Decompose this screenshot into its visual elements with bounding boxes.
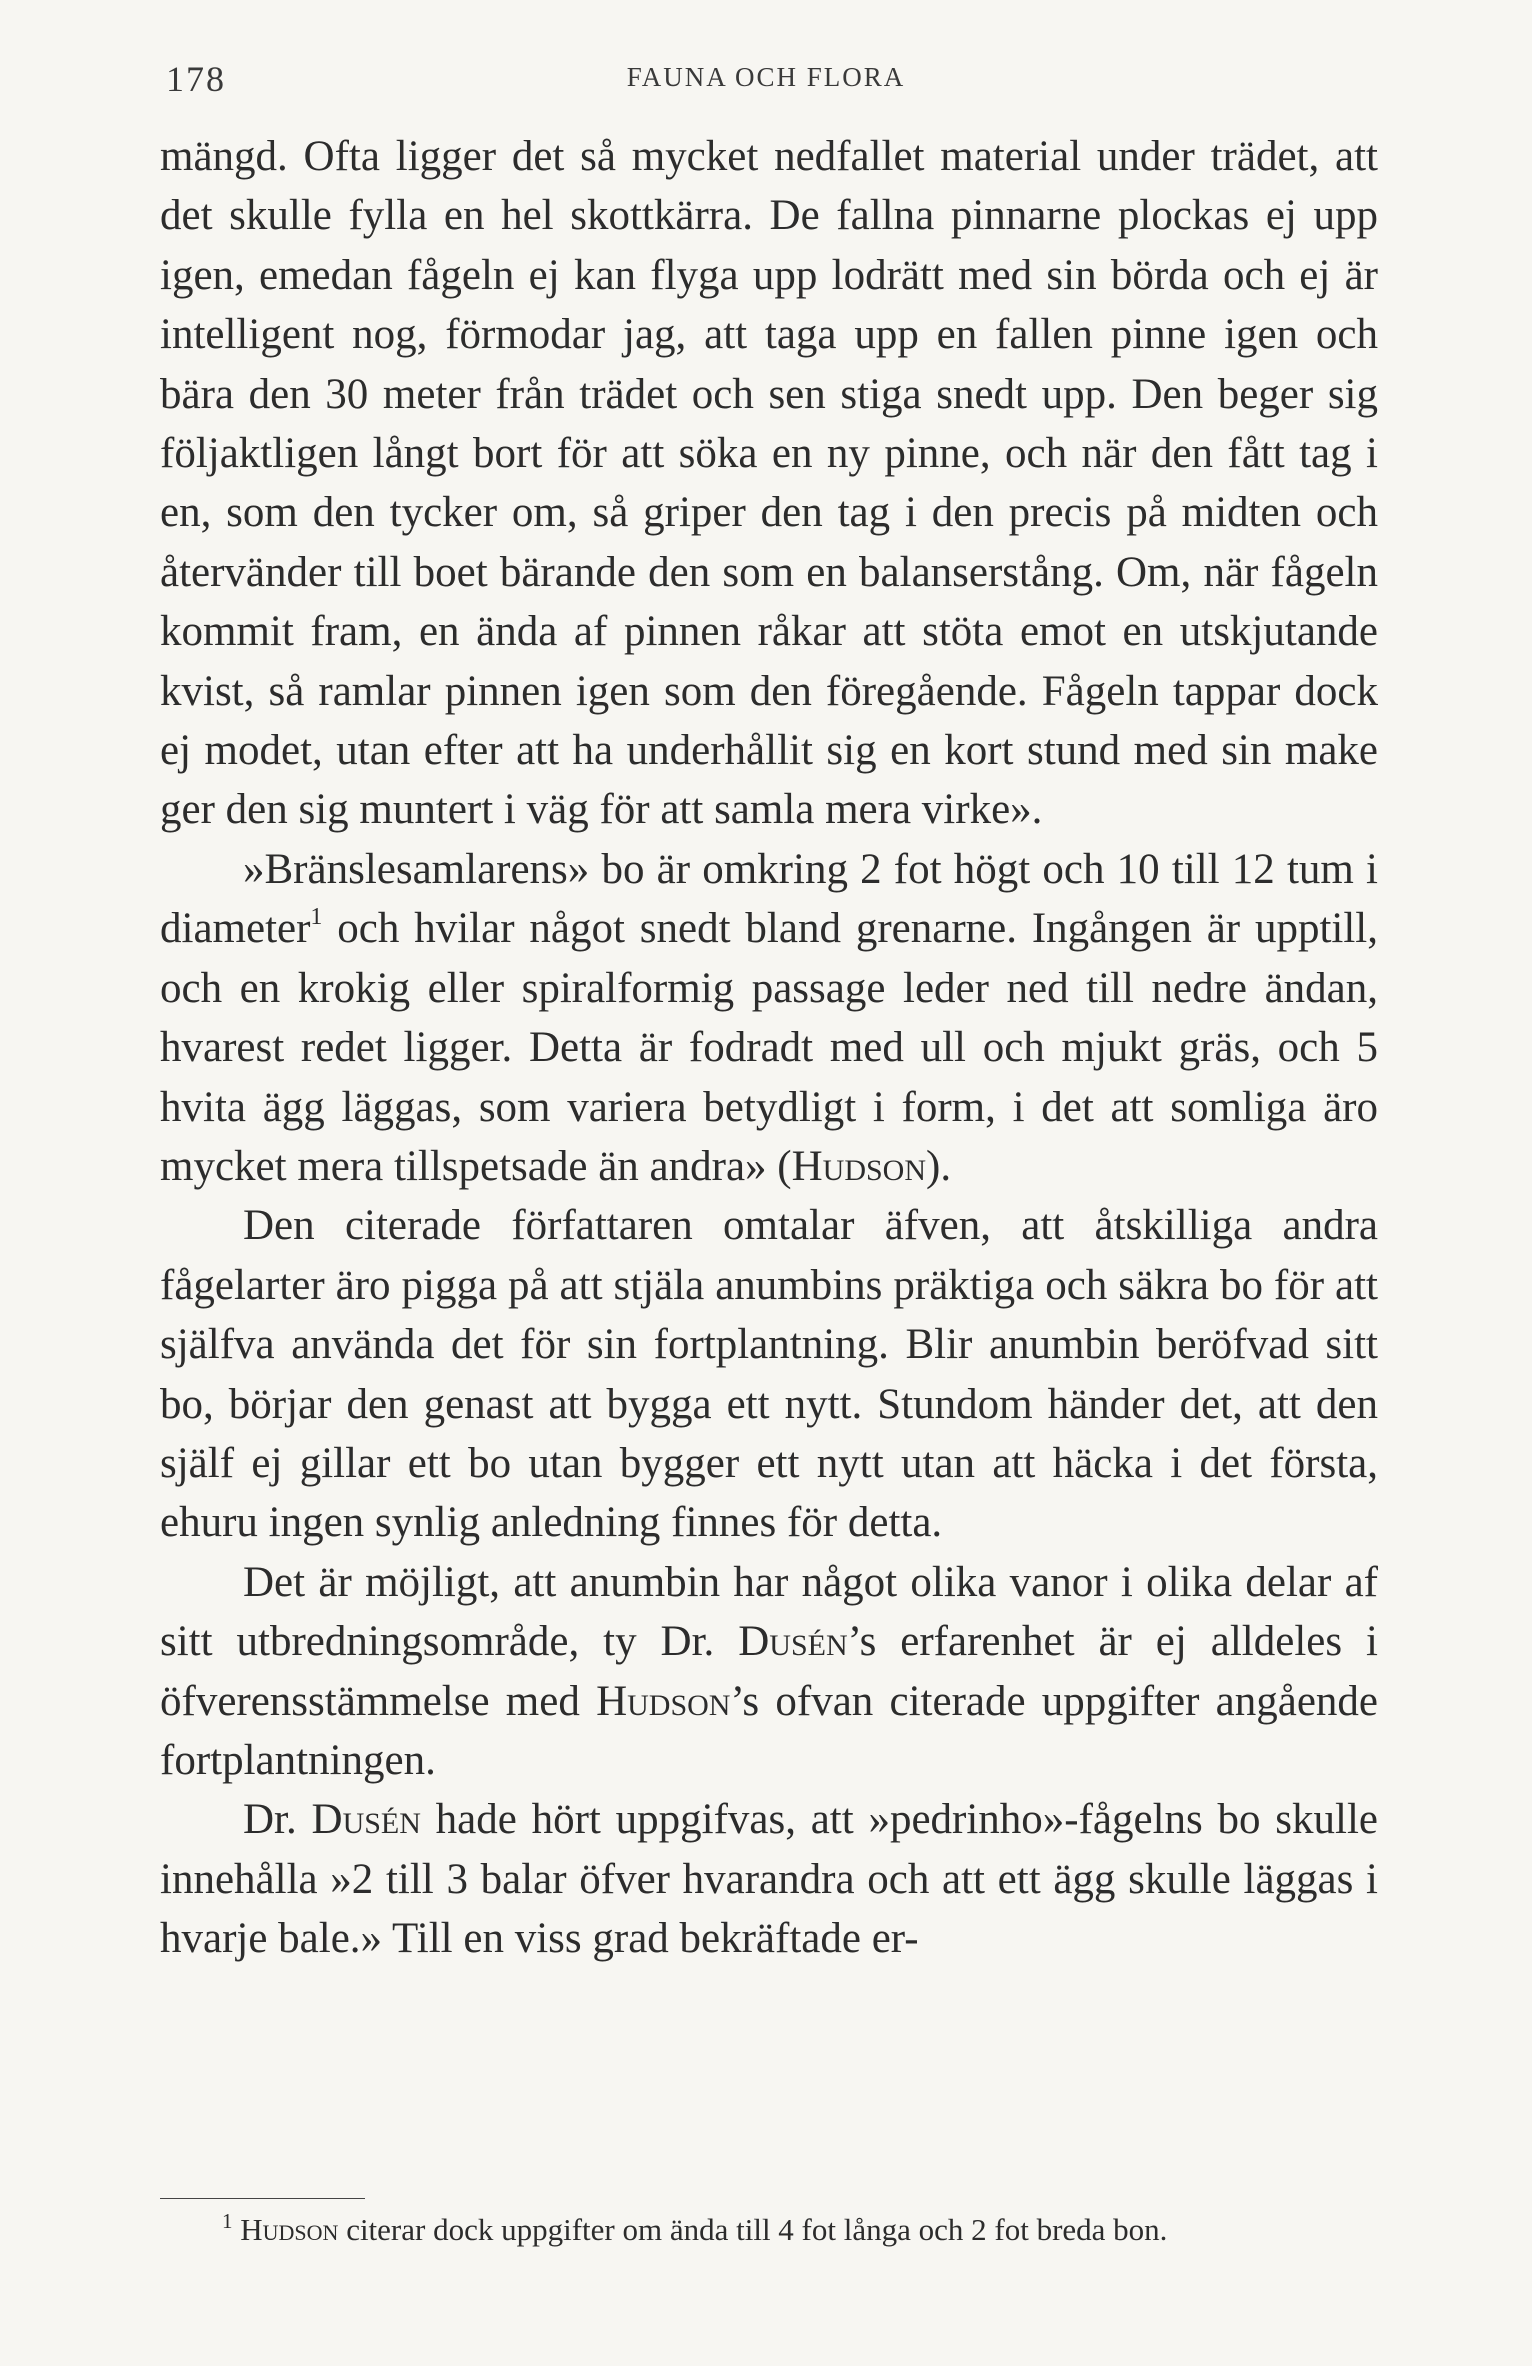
footnote-divider xyxy=(160,2198,365,2199)
author-name-hudson: Hudson xyxy=(791,1142,927,1190)
running-title: FAUNA OCH FLORA xyxy=(626,62,906,92)
footnote-reference: 1 xyxy=(310,904,323,931)
author-name-hudson-2: Hudson xyxy=(596,1677,731,1725)
paragraph-2-text-b: och hvilar något snedt bland grenarne. Ingången är upptill, och en krokig eller spiralformig passage leder ned till nedre ändan, hvarest redet ligger. Detta är fodradt med ull och mjukt gräs, och 5 hvita ägg läggas, som variera betydligt i form, i det att somliga äro mycket mera tillspetsade än andra» ( xyxy=(160,905,1378,1190)
paragraph-2-text-c: ). xyxy=(926,1142,952,1190)
author-name-dusen-2: Dusén xyxy=(311,1796,421,1844)
paragraph-2 xyxy=(160,840,1378,1196)
footnote-marker: 1 xyxy=(222,2209,233,2233)
footnote xyxy=(160,2210,1378,2250)
paragraph-3: Den citerade författaren omtalar äfven, att åtskilliga andra fågelarter äro pigga på att stjäla anumbins präktiga och säkra bo för att själfva använda det för sin fortplantning. Blir anumbin beröfvad sitt bo, börjar den genast att bygga ett nytt. Stundom händer det, att den själf ej gillar ett bo utan bygger ett nytt utan att häcka i det första, ehuru ingen synlig anledning finnes för detta. xyxy=(160,1202,1378,1547)
author-name-dusen: Dusén xyxy=(738,1618,848,1666)
paragraph-4-text-a: Det är möjligt, att anumbin har något olika vanor i olika delar af sitt utbredningsområde, ty Dr. xyxy=(160,1558,1378,1666)
paragraph-2-text-a: »Bränslesamlarens» bo är omkring 2 fot högt och 10 till 12 tum i diameter xyxy=(160,845,1378,953)
body-text xyxy=(160,127,1378,1969)
paragraph-1: mängd. Ofta ligger det så mycket nedfallet material under trädet, att det skulle fylla en hel skottkärra. De fallna pinnarne plockas ej upp igen, emedan fågeln ej kan flyga upp lodrätt med sin börda och ej är intelligent nog, förmodar jag, att taga upp en fallen pinne igen och bära den 30 meter från trädet och sen stiga snedt upp. Den beger sig följaktligen långt bort för att söka en ny pinne, och när den fått tag i en, som den tycker om, så griper den tag i den precis på midten och återvänder till boet bärande den som en balanserstång. Om, när fågeln kommit fram, en ända af pinnen råkar att stöta emot en utskjutande kvist, så ramlar pinnen igen som den föregående. Fågeln tappar dock ej modet, utan efter att ha underhållit sig en kort stund med sin make ger den sig muntert i väg för att samla mera virke». xyxy=(160,133,1378,834)
footnote-text: citerar dock uppgifter om ända till 4 fot långa och 2 fot breda bon. xyxy=(338,2212,1168,2247)
paragraph-5-text-b: hade hört uppgifvas, att »pedrinho»-fågelns bo skulle innehålla »2 till 3 balar öfver hvarandra och att ett ägg skulle läggas i hvarje bale.» Till en viss grad bekräftade er- xyxy=(160,1796,1379,1963)
footnote-author-hudson: Hudson xyxy=(240,2212,339,2247)
paragraph-5 xyxy=(160,1790,1378,1968)
paragraph-4-text-b: ’s erfarenhet är ej alldeles i öfverensstämmelse med xyxy=(160,1618,1378,1725)
paragraph-4 xyxy=(160,1553,1378,1791)
page-header xyxy=(0,52,1532,102)
page-number: 178 xyxy=(166,59,226,99)
paragraph-5-text-a: Dr. xyxy=(243,1796,312,1844)
paragraph-4-text-c: ’s ofvan citerade uppgifter angående fortplantningen. xyxy=(160,1677,1378,1784)
